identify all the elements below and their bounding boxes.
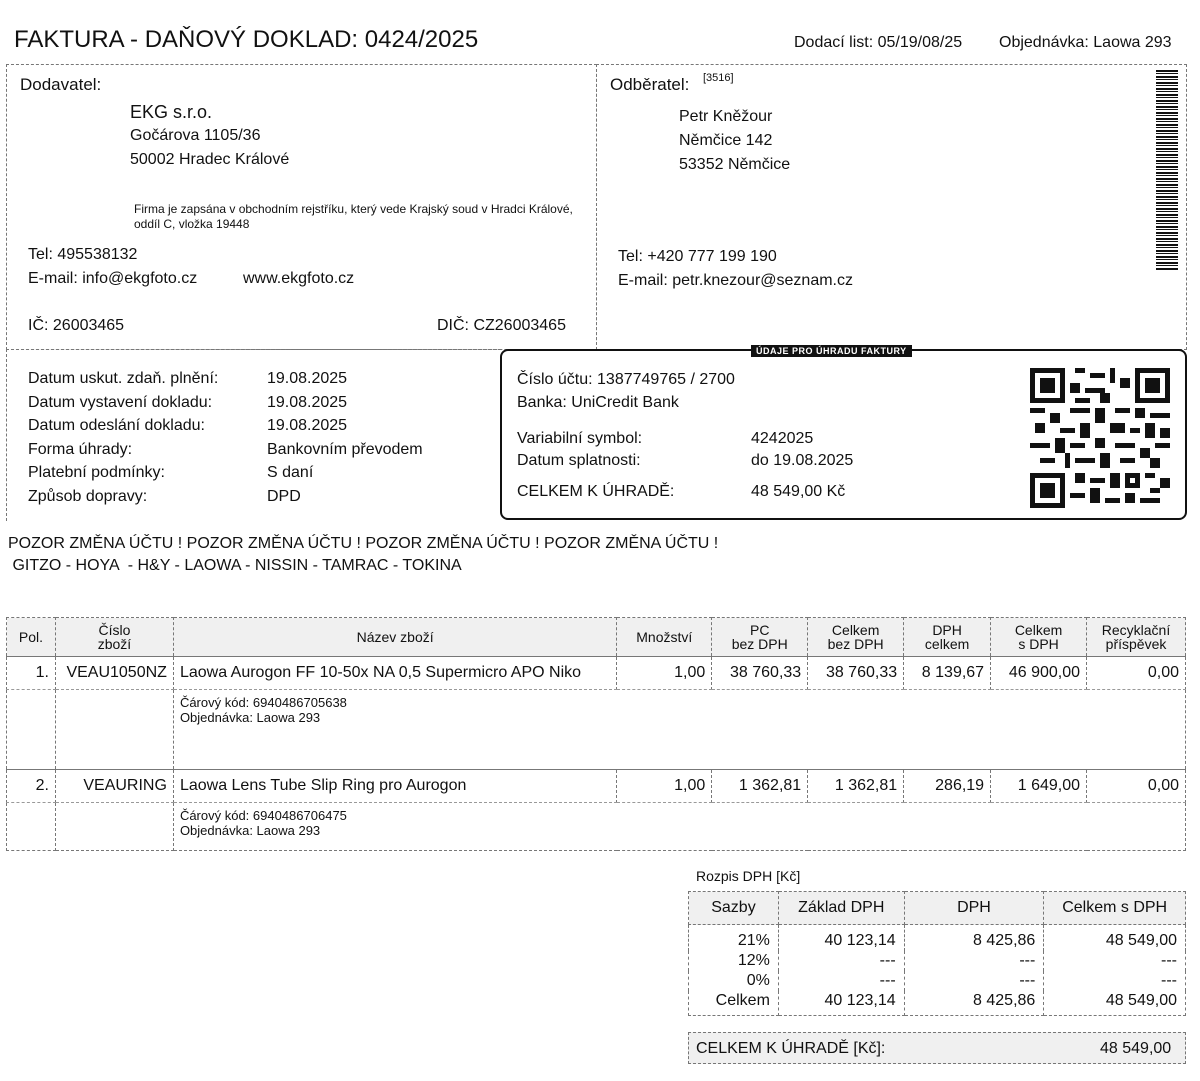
vat-total: 48 549,00 <box>1044 991 1186 1016</box>
vat-base: --- <box>778 951 904 971</box>
item-pos: 1. <box>7 657 56 690</box>
customer-label: Odběratel: <box>610 75 690 94</box>
item-order: Objednávka: Laowa 293 <box>179 710 321 725</box>
item-order: Objednávka: Laowa 293 <box>179 823 321 838</box>
col-price: PC bez DPH <box>712 618 808 657</box>
vat-base: 40 123,14 <box>778 991 904 1016</box>
date-label: Datum odeslání dokladu: <box>28 417 205 434</box>
vat-amount: 8 425,86 <box>904 991 1044 1016</box>
qr-code-icon <box>1030 368 1170 508</box>
date-label: Datum vystavení dokladu: <box>28 393 213 411</box>
item-total-net: 1 362,81 <box>808 770 904 803</box>
col-total-net: Celkem bez DPH <box>808 618 904 657</box>
vat-summary-table <box>688 891 1186 1016</box>
vat-row <box>689 991 1186 1016</box>
vat-col-vat: DPH <box>904 892 1044 925</box>
date-label: Forma úhrady: <box>28 440 133 458</box>
vat-col-base: Základ DPH <box>778 892 904 925</box>
customer-box <box>596 64 1187 350</box>
col-qty: Množství <box>617 618 712 657</box>
item-pos: 2. <box>7 770 56 803</box>
grand-total-label: CELKEM K ÚHRADĚ [Kč]: <box>696 1040 886 1057</box>
supplier-street: Gočárova 1105/36 <box>130 127 261 144</box>
customer-email: E-mail: petr.knezour@seznam.cz <box>618 272 853 289</box>
delivery-note: Dodací list: 05/19/08/25 <box>794 34 963 51</box>
vat-base: --- <box>778 971 904 991</box>
customer-street: Němčice 142 <box>679 132 773 149</box>
date-label: Datum uskut. zdaň. plnění: <box>28 370 219 387</box>
bank-name: Banka: UniCredit Bank <box>517 394 679 411</box>
item-name: Laowa Lens Tube Slip Ring pro Aurogon <box>173 770 616 803</box>
customer-code: [3516] <box>703 72 734 84</box>
item-qty: 1,00 <box>617 770 712 803</box>
vat-row <box>689 951 1186 971</box>
vat-total: --- <box>1044 971 1186 991</box>
brands-line: GITZO - HOYA - H&Y - LAOWA - NISSIN - TAMRAC - TOKINA <box>8 557 462 574</box>
pay-total-label: CELKEM K ÚHRADĚ: <box>517 483 675 500</box>
customer-city: 53352 Němčice <box>679 156 791 173</box>
pay-total-value: 48 549,00 Kč <box>751 483 846 500</box>
date-label: Způsob dopravy: <box>28 487 148 505</box>
date-value: S daní <box>267 464 314 481</box>
vat-rate: 0% <box>689 971 779 991</box>
vat-col-rate: Sazby <box>689 892 779 925</box>
supplier-tel: Tel: 495538132 <box>28 246 138 263</box>
table-row <box>7 657 1186 690</box>
table-row-detail <box>7 690 1186 770</box>
vat-row <box>689 925 1186 952</box>
col-total-gross: Celkem s DPH <box>991 618 1087 657</box>
col-vat: DPH celkem <box>904 618 991 657</box>
item-name: Laowa Aurogon FF 10-50x NA 0,5 Supermicro APO Niko <box>173 657 616 690</box>
item-qty: 1,00 <box>617 657 712 690</box>
supplier-email: E-mail: info@ekgfoto.cz <box>28 270 198 287</box>
item-total-gross: 1 649,00 <box>991 770 1087 803</box>
due-label: Datum splatnosti: <box>517 452 641 469</box>
registry-note: Firma je zapsána v obchodním rejstříku, který vede Krajský soud v Hradci Králové, oddíl C, vložka 19448 <box>134 202 573 231</box>
vat-row <box>689 971 1186 991</box>
vat-amount: 8 425,86 <box>904 925 1044 952</box>
item-barcode: Čárový kód: 6940486706475 <box>179 808 347 823</box>
table-row-detail <box>7 803 1186 851</box>
vat-amount: --- <box>904 951 1044 971</box>
vs-label: Variabilní symbol: <box>517 430 643 447</box>
item-vat: 286,19 <box>904 770 991 803</box>
bank-account: Číslo účtu: 1387749765 / 2700 <box>517 371 735 388</box>
order-ref: Objednávka: Laowa 293 <box>999 34 1172 51</box>
supplier-label: Dodavatel: <box>20 75 102 94</box>
vat-total: --- <box>1044 951 1186 971</box>
supplier-name: EKG s.r.o. <box>130 102 213 122</box>
date-value: 19.08.2025 <box>267 417 348 434</box>
item-barcode: Čárový kód: 6940486705638 <box>179 695 347 710</box>
supplier-dic: DIČ: CZ26003465 <box>437 317 566 334</box>
item-code: VEAURING <box>55 770 173 803</box>
date-value: 19.08.2025 <box>267 393 348 411</box>
table-row <box>7 770 1186 803</box>
dates-values <box>267 367 423 508</box>
item-code: VEAU1050NZ <box>55 657 173 690</box>
supplier-ic: IČ: 26003465 <box>28 317 125 334</box>
col-code: Číslo zboží <box>55 618 173 657</box>
items-table <box>6 617 1186 851</box>
vat-rate: 21% <box>689 925 779 952</box>
supplier-web: www.ekgfoto.cz <box>243 270 355 287</box>
account-change-notice: POZOR ZMĚNA ÚČTU ! POZOR ZMĚNA ÚČTU ! POZOR ZMĚNA ÚČTU ! POZOR ZMĚNA ÚČTU ! <box>8 535 719 552</box>
col-name: Název zboží <box>173 618 616 657</box>
item-recycl: 0,00 <box>1087 657 1186 690</box>
vat-amount: --- <box>904 971 1044 991</box>
customer-name: Petr Kněžour <box>679 108 773 125</box>
vat-base: 40 123,14 <box>778 925 904 952</box>
col-recycl: Recyklační příspěvek <box>1087 618 1186 657</box>
grand-total-value: 48 549,00 <box>1100 1040 1172 1057</box>
due-value: do 19.08.2025 <box>751 452 854 469</box>
date-value: DPD <box>267 487 301 505</box>
payment-tag: ÚDAJE PRO ÚHRADU FAKTURY <box>751 345 912 357</box>
vat-rate: 12% <box>689 951 779 971</box>
item-total-net: 38 760,33 <box>808 657 904 690</box>
vs-value: 4242025 <box>751 430 814 447</box>
vat-col-total: Celkem s DPH <box>1044 892 1186 925</box>
supplier-city: 50002 Hradec Králové <box>130 151 290 168</box>
vat-total: 48 549,00 <box>1044 925 1186 952</box>
col-pos: Pol. <box>7 618 56 657</box>
table-header-row <box>7 618 1186 657</box>
item-price: 38 760,33 <box>712 657 808 690</box>
vat-header-row <box>689 892 1186 925</box>
item-vat: 8 139,67 <box>904 657 991 690</box>
date-label: Platební podmínky: <box>28 464 165 481</box>
item-total-gross: 46 900,00 <box>991 657 1087 690</box>
customer-tel: Tel: +420 777 199 190 <box>618 248 777 265</box>
item-price: 1 362,81 <box>712 770 808 803</box>
invoice-title: FAKTURA - DAŇOVÝ DOKLAD: 0424/2025 <box>14 26 479 53</box>
vat-rate: Celkem <box>689 991 779 1016</box>
dates-labels <box>28 367 218 508</box>
date-value: 19.08.2025 <box>267 370 348 387</box>
date-value: Bankovním převodem <box>267 440 423 458</box>
barcode-graphic <box>1156 70 1178 270</box>
item-recycl: 0,00 <box>1087 770 1186 803</box>
vat-summary-title: Rozpis DPH [Kč] <box>696 868 801 884</box>
